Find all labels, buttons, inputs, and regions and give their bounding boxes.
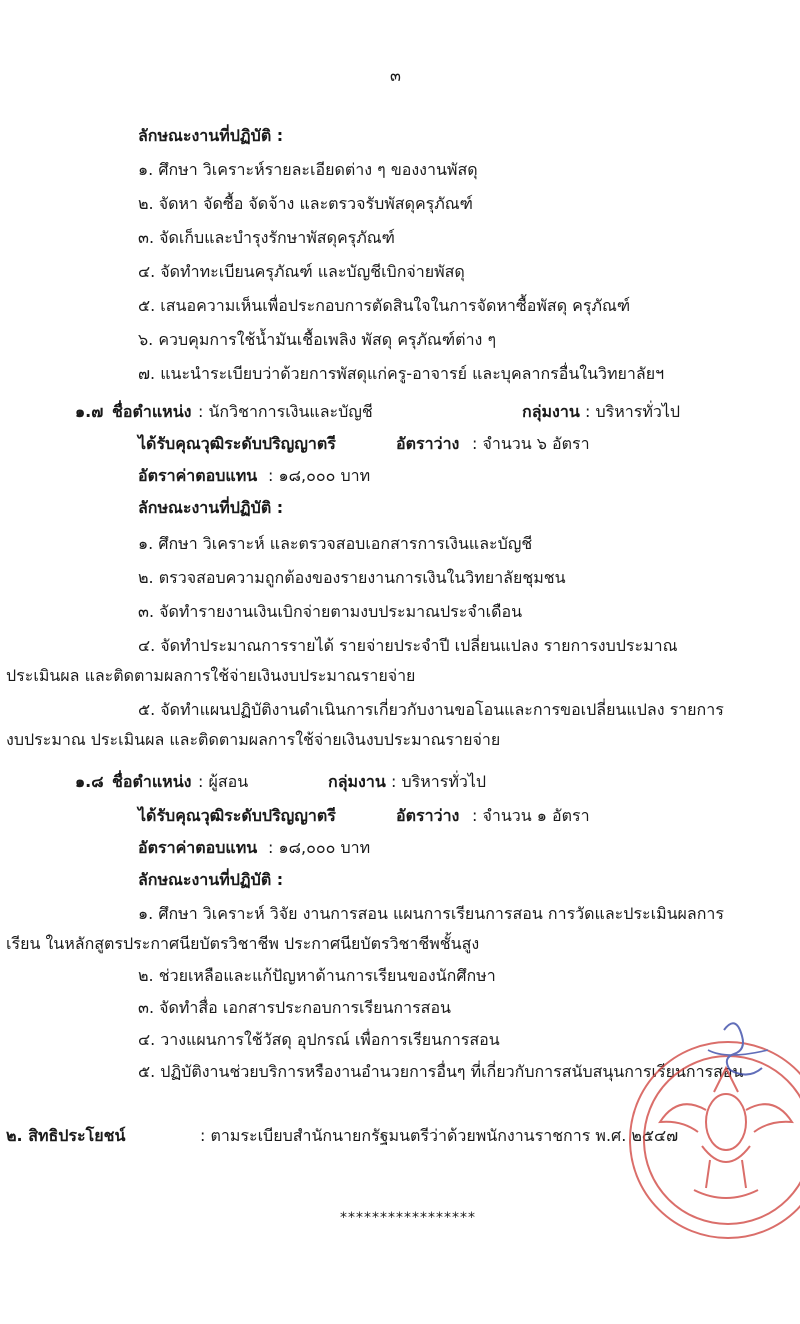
official-seal-icon: [598, 1010, 800, 1240]
duty-item: ๓. จัดเก็บและบำรุงรักษาพัสดุครุภัณฑ์: [138, 228, 395, 247]
group-label: กลุ่มงาน: [522, 402, 580, 421]
salary-value: : ๑๘,๐๐๐ บาท: [268, 838, 371, 857]
benefits-value: : ตามระเบียบสำนักนายกรัฐมนตรีว่าด้วยพนักงานราชการ พ.ศ. ๒๕๔๗: [200, 1126, 679, 1145]
duty-item: ๕. ปฏิบัติงานช่วยบริการหรืองานอำนวยการอื่นๆ ที่เกี่ยวกับการสนับสนุนการเรียนการสอน: [138, 1062, 744, 1081]
duty-item-continuation: ประเมินผล และติดตามผลการใช้จ่ายเงินงบประมาณรายจ่าย: [6, 666, 416, 685]
duty-item: ๕. จัดทำแผนปฏิบัติงานดำเนินการเกี่ยวกับงานขอโอนและการขอเปลี่ยนแปลง รายการ: [138, 700, 724, 719]
vacancy-label: อัตราว่าง: [396, 806, 460, 825]
section-number: ๑.๘: [75, 772, 104, 791]
group-value: : บริหารทั่วไป: [585, 402, 681, 421]
duty-item-continuation: งบประมาณ ประเมินผล และติดตามผลการใช้จ่ายเงินงบประมาณรายจ่าย: [6, 730, 501, 749]
salary-label: อัตราค่าตอบแทน: [138, 466, 258, 485]
duty-item: ๔. จัดทำประมาณการรายได้ รายจ่ายประจำปี เปลี่ยนแปลง รายการงบประมาณ: [138, 636, 678, 655]
duty-item: ๓. จัดทำสื่อ เอกสารประกอบการเรียนการสอน: [138, 998, 451, 1017]
duty-item: ๑. ศึกษา วิเคราะห์ วิจัย งานการสอน แผนการเรียนการสอน การวัดและประเมินผลการ: [138, 904, 724, 923]
duty-item: ๔. วางแผนการใช้วัสดุ อุปกรณ์ เพื่อการเรียนการสอน: [138, 1030, 500, 1049]
duty-item: ๒. ตรวจสอบความถูกต้องของรายงานการเงินในวิทยาลัยชุมชน: [138, 568, 566, 587]
section-number: ๑.๗: [75, 402, 104, 421]
benefits-label: ๒. สิทธิประโยชน์: [6, 1126, 126, 1145]
position-label: ชื่อตำแหน่ง: [112, 402, 192, 421]
qualification: ได้รับคุณวุฒิระดับปริญญาตรี: [138, 806, 336, 825]
group-label: กลุ่มงาน: [328, 772, 386, 791]
duty-item: ๖. ควบคุมการใช้น้ำมันเชื้อเพลิง พัสดุ ครุภัณฑ์ต่าง ๆ: [138, 330, 497, 349]
position-label: ชื่อตำแหน่ง: [112, 772, 192, 791]
duty-item: ๒. ช่วยเหลือและแก้ปัญหาด้านการเรียนของนักศึกษา: [138, 966, 496, 985]
duty-item: ๑. ศึกษา วิเคราะห์ และตรวจสอบเอกสารการเงินและบัญชี: [138, 534, 533, 553]
end-marker: *****************: [340, 1210, 476, 1226]
duty-item-continuation: เรียน ในหลักสูตรประกาศนียบัตรวิชาชีพ ประกาศนียบัตรวิชาชีพชั้นสูง: [6, 934, 480, 953]
position-value: : ผู้สอน: [198, 772, 249, 791]
duty-item: ๑. ศึกษา วิเคราะห์รายละเอียดต่าง ๆ ของงานพัสดุ: [138, 160, 478, 179]
duty-item: ๓. จัดทำรายงานเงินเบิกจ่ายตามงบประมาณประจำเดือน: [138, 602, 523, 621]
duties-header: ลักษณะงานที่ปฏิบัติ :: [138, 126, 284, 145]
duty-item: ๒. จัดหา จัดซื้อ จัดจ้าง และตรวจรับพัสดุครุภัณฑ์: [138, 194, 473, 213]
duty-item: ๔. จัดทำทะเบียนครุภัณฑ์ และบัญชีเบิกจ่ายพัสดุ: [138, 262, 465, 281]
duties-header: ลักษณะงานที่ปฏิบัติ :: [138, 870, 284, 889]
vacancy-value: : จำนวน ๖ อัตรา: [472, 434, 590, 453]
duties-header: ลักษณะงานที่ปฏิบัติ :: [138, 498, 284, 517]
vacancy-value: : จำนวน ๑ อัตรา: [472, 806, 590, 825]
duty-item: ๗. แนะนำระเบียบว่าด้วยการพัสดุแก่ครู-อาจารย์ และบุคลากรอื่นในวิทยาลัยฯ: [138, 364, 665, 383]
qualification: ได้รับคุณวุฒิระดับปริญญาตรี: [138, 434, 336, 453]
duty-item: ๕. เสนอความเห็นเพื่อประกอบการตัดสินใจในการจัดหาซื้อพัสดุ ครุภัณฑ์: [138, 296, 631, 315]
vacancy-label: อัตราว่าง: [396, 434, 460, 453]
position-value: : นักวิชาการเงินและบัญชี: [198, 402, 373, 421]
page-number: ๓: [390, 66, 401, 85]
salary-value: : ๑๘,๐๐๐ บาท: [268, 466, 371, 485]
salary-label: อัตราค่าตอบแทน: [138, 838, 258, 857]
group-value: : บริหารทั่วไป: [391, 772, 487, 791]
